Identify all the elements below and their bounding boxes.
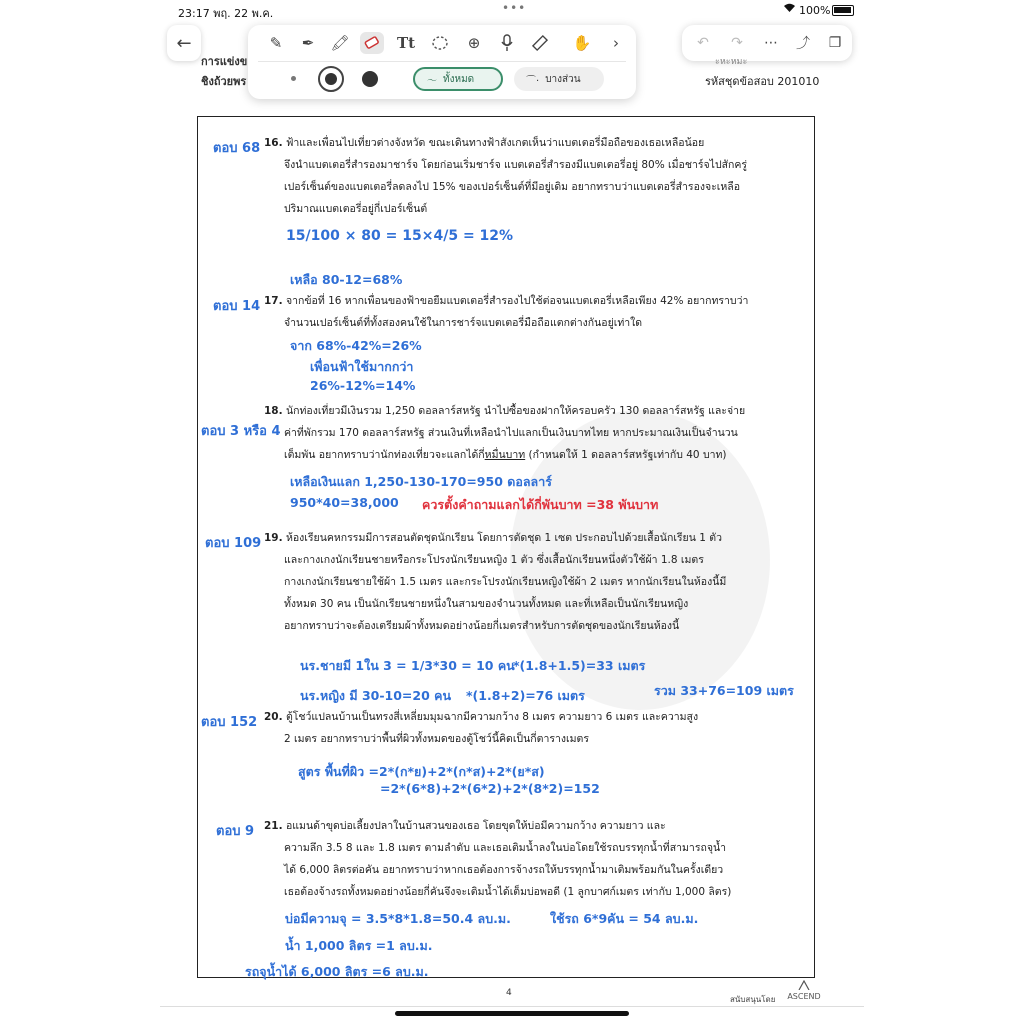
header-title-2: ชิงถ้วยพร [201, 75, 247, 88]
multitask-dots[interactable]: ••• [502, 1, 527, 15]
chevron-right-icon[interactable]: › [613, 34, 619, 52]
header-right-partial: ะหะหมะ [715, 57, 748, 67]
work-19-girls-fabric: *(1.8+2)=76 เมตร [466, 688, 585, 703]
erase-all-label: ทั้งหมด [443, 73, 475, 85]
answer-20: ตอบ 152 [201, 715, 258, 730]
work-21-trucks: ใช้รถ 6*9คัน = 54 ลบ.ม. [550, 911, 699, 926]
lasso-icon[interactable] [428, 32, 452, 54]
answer-19: ตอบ 109 [205, 536, 262, 551]
work-21-volume: บ่อมีความจุ = 3.5*8*1.8=50.4 ลบ.ม. [285, 911, 511, 926]
fountain-pen-icon[interactable]: ✒ [301, 34, 315, 52]
question-17: 17. จากข้อที่ 16 หากเพื่อนของฟ้าขอยืมแบตเตอรี่สำรองไปใช้ต่อจนแบตเตอรี่เหลือเพียง 42% อยากทราบว่า จำนวนเปอร์เซ็นต์ที่ทั้งสองคนใช้ในการชาร์จแบตเตอรี่มือถือแตกต่างกันอยู่เท่าใด [264, 295, 749, 329]
work-19-girls: นร.หญิง มี 30-10=20 คน [300, 688, 452, 703]
work-20-formula: สูตร พื้นที่ผิว =2*(ก*ย)+2*(ก*ส)+2*(ย*ส) [298, 764, 545, 779]
hand-touch-icon[interactable]: ✋ [572, 34, 592, 52]
eraser-icon[interactable] [360, 32, 384, 54]
page-number: 4 [506, 988, 512, 998]
erase-partial-option[interactable] [514, 67, 604, 91]
work-16-fraction: 15/100 × 80 = 15×4/5 = 12% [286, 228, 514, 244]
work-19-boys: นร.ชายมี 1ใน 3 = 1/3*30 = 10 คน [300, 658, 515, 673]
work-20-calc: =2*(6*8)+2*(6*2)+2*(8*2)=152 [380, 781, 600, 796]
question-19: 19. ห้องเรียนคหกรรมมีการสอนตัดชุดนักเรียน โดยการตัดชุด 1 เซต ประกอบไปด้วยเสื้อนักเรียน 1 ตัว และกางเกงนักเรียนชายหรือกระโปรงนักเรียนหญิง 1 ตัว ซึ่งเสื้อนักเรียนหนึ่งตัวใช้ผ้า 1.8 เมตร กางเกงนักเรียนชายใช้ผ้า 1.5 เมตร และกระโปรงนักเรียนหญิงใช้ผ้า 2 เมตร หากนักเรียนในห้องนี้มี ทั้งหมด 30 คน เป็นนักเรียนชายหนึ่งในสามของจำนวนทั้งหมด และที่เหลือเป็นนักเรียนหญิง อยากทราบว่าจะต้องเตรียมผ้าทั้งหมดอย่างน้อยกี่เมตรสำหรับการตัดชุดของนักเรียนห้องนี้ [264, 532, 727, 632]
answer-17: ตอบ 14 [213, 299, 261, 314]
erase-partial-label: บางส่วน [545, 73, 581, 85]
wifi-icon [783, 3, 796, 16]
work-17-line2: เพื่อนฟ้าใช้มากกว่า [310, 359, 414, 374]
header-title-1: การแข่งข [201, 55, 248, 68]
work-17-line1: จาก 68%-42%=26% [290, 338, 422, 353]
exam-code: รหัสชุดข้อสอบ 201010 [705, 75, 820, 88]
work-18-line1: เหลือเงินแลก 1,250-130-170=950 ดอลลาร์ [290, 474, 552, 489]
work-18-note: ควรตั้งคำถามแลกได้กี่พันบาท =38 พันบาท [422, 497, 659, 512]
partial-wave-icon: ⌒· [526, 75, 540, 87]
question-20: 20. ตู้โชว์แปลนบ้านเป็นทรงสี่เหลี่ยมมุมฉากมีความกว้าง 8 เมตร ความยาว 6 เมตร และความสูง 2 เมตร อยากทราบว่าพื้นที่ผิวทั้งหมดของตู้โชว์นี้คิดเป็นกี่ตารางเมตร [264, 711, 699, 745]
question-18: 18. นักท่องเที่ยวมีเงินรวม 1,250 ดอลลาร์สหรัฐ นำไปซื้อของฝากให้ครอบครัว 130 ดอลลาร์สหรัฐ และจ่าย ค่าที่พักรวม 170 ดอลลาร์สหรัฐ ส่วนเงินที่เหลือนำไปแลกเป็นเงินบาทไทย หากประมาณเงินเป็นจำนวน เต็มพัน อยากทราบว่านักท่องเที่ยวจะแลกได้กี่หมื่นบาท (กำหนดให้ 1 ดอลลาร์สหรัฐเท่ากับ 40 บาท) [264, 405, 746, 461]
text-icon[interactable]: Tt [396, 34, 416, 52]
microphone-icon[interactable] [495, 32, 519, 54]
answer-18: ตอบ 3 หรือ 4 [201, 424, 281, 439]
work-19-boys-fabric: *(1.8+1.5)=33 เมตร [513, 658, 646, 673]
work-16-remaining: เหลือ 80-12=68% [290, 272, 403, 287]
document-toolbar [682, 25, 852, 61]
back-button[interactable] [167, 25, 201, 61]
undo-icon[interactable]: ↶ [697, 35, 709, 51]
answer-21: ตอบ 9 [216, 824, 255, 839]
redo-icon[interactable]: ↷ [731, 35, 743, 51]
size-medium-dot [325, 73, 337, 85]
stroke-wave-icon: 〜 [427, 75, 437, 87]
size-large-dot[interactable] [362, 71, 378, 87]
pages-icon[interactable]: ❐ [828, 35, 842, 51]
export-icon[interactable]: ⤴ [796, 36, 810, 52]
arrow-left-icon: ← [176, 32, 192, 54]
work-21-truck-capacity: รถจุน้ำได้ 6,000 ลิตร =6 ลบ.ม. [245, 964, 429, 979]
answer-16: ตอบ 68 [213, 141, 261, 156]
ascend-logo: ASCEND [784, 980, 824, 1001]
home-indicator[interactable] [395, 1011, 629, 1016]
question-16: 16. ฟ้าและเพื่อนไปเที่ยวต่างจังหวัด ขณะเดินทางฟ้าสังเกตเห็นว่าแบตเตอรี่มือถือของเธอเหลือน้อย จึงนำแบตเตอรี่สำรองมาชาร์จ โดยก่อนเริ่มชาร์จ แบตเตอรี่สำรองมีแบตเตอรี่อยู่ 80% เมื่อชาร์จไปสักครู่ เปอร์เซ็นต์ของแบตเตอรี่ลดลงไป 15% ของเปอร์เซ็นต์ที่มีอยู่เดิม อยากทราบว่าแบตเตอรี่สำรองจะเหลือ ปริมาณแบตเตอรี่อยู่กี่เปอร์เซ็นต์ [264, 137, 748, 215]
sponsor-label: สนับสนุนโดย [730, 995, 776, 1004]
erase-all-option[interactable] [413, 67, 503, 91]
battery-percent: 100% [799, 4, 831, 17]
more-icon[interactable]: ⋯ [764, 35, 778, 51]
status-time: 23:17 พฤ. 22 พ.ค. [178, 7, 274, 20]
status-bar [0, 0, 1024, 20]
work-19-total: รวม 33+76=109 เมตร [654, 683, 794, 698]
page-edge [160, 1006, 864, 1007]
highlighter-icon[interactable]: 🖍 [330, 34, 350, 52]
question-21: 21. อแมนด้าขุดบ่อเลี้ยงปลาในบ้านสวนของเธอ โดยขุดให้บ่อมีความกว้าง ความยาว และ ความลึก 3.5 8 และ 1.8 เมตร ตามลำดับ และเธอเติมน้ำลงในบ่อโดยใช้รถบรรทุกน้ำที่สามารถจุน้ำ ได้ 6,000 ลิตรต่อคัน อยากทราบว่าหากเธอต้องการจ้างรถให้บรรทุกน้ำมาเติมพร้อมกันในครั้งเดียว เธอต้องจ้างรถทั้งหมดอย่างน้อยกี่คันจึงจะเติมน้ำได้เต็มบ่อพอดี (1 ลูกบาศก์เมตร เท่ากับ 1,000 ลิตร) [264, 820, 732, 898]
work-18-line2: 950*40=38,000 [290, 495, 399, 510]
work-17-line3: 26%-12%=14% [310, 378, 416, 393]
ruler-icon[interactable] [528, 32, 552, 54]
toolbar-divider [258, 61, 626, 62]
battery-icon [832, 5, 854, 16]
pen-icon[interactable]: ✎ [269, 34, 283, 52]
add-shape-icon[interactable]: ⊕ [467, 34, 481, 52]
work-21-conversion: น้ำ 1,000 ลิตร =1 ลบ.ม. [285, 938, 433, 953]
size-small-dot[interactable] [291, 76, 296, 81]
